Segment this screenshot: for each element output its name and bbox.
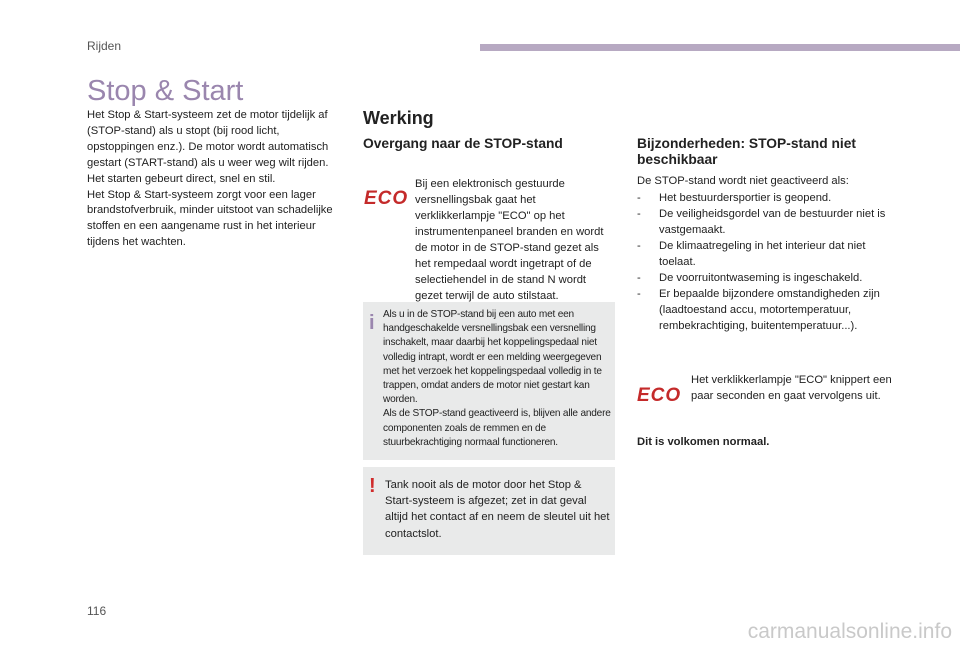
list-item: [637, 190, 899, 206]
conditions-intro: De STOP-stand wordt niet geactiveerd als:: [637, 175, 849, 187]
info-paragraph: Als u in de STOP-stand bij een auto met een handgeschakelde versnellingsbak een versnelling inschakelt, maar daarbij het koppelingspedaal niet volledig intrapt, wordt er een melding weergegeven met het verzoek het koppelingspedaal volledig in te trappen, omdat anders de motor niet gestart kan worden.: [383, 309, 602, 406]
header-rule: [480, 44, 960, 51]
dash-bullet: -: [637, 192, 641, 204]
list-item: [637, 206, 899, 238]
page-title: Stop & Start: [87, 75, 244, 107]
page-number: 116: [87, 604, 107, 618]
info-text: [383, 308, 613, 450]
warning-text: Tank nooit als de motor door het Stop & Start-systeem is afgezet; zet in dat geval altijd het contact af en neem de sleutel uit het contactslot.: [385, 479, 610, 540]
eco-icon: ECO: [637, 385, 682, 406]
warning-icon: !: [369, 475, 376, 497]
list-item-text: De veiligheidsgordel van de bestuurder niet is vastgemaakt.: [659, 208, 886, 236]
list-item-text: Er bepaalde bijzondere omstandigheden zijn (laadtoestand accu, motortemperatuur, rembekrachtiging, buitentemperatuur...).: [659, 288, 880, 332]
list-item: [637, 286, 899, 334]
intro-paragraph: Het Stop & Start-systeem zorgt voor een lager brandstofverbruik, minder uitstoot van schadelijke stoffen en een aangename rust in het interieur tijdens het wachten.: [87, 188, 333, 249]
conditions-list: [637, 190, 899, 334]
info-icon: i: [369, 312, 375, 334]
normal-note: Dit is volkomen normaal.: [637, 436, 770, 448]
intro-text: [87, 108, 345, 251]
list-item-text: De voorruitontwaseming is ingeschakeld.: [659, 272, 863, 284]
list-item: [637, 270, 899, 286]
werking-heading: Werking: [363, 108, 434, 128]
list-item-text: Het bestuurdersportier is geopend.: [659, 192, 832, 204]
info-paragraph: Als de STOP-stand geactiveerd is, blijven alle andere componenten zoals de remmen en de stuurbekrachtiging normaal functioneren.: [383, 408, 611, 448]
warning-box: [363, 467, 615, 555]
dash-bullet: -: [637, 272, 641, 284]
list-item: [637, 238, 899, 270]
info-box: [363, 302, 615, 460]
eco-paragraph: Bij een elektronisch gestuurde versnellingsbak gaat het verklikkerlampje "ECO" op het instrumentenpaneel branden en wordt de motor in de STOP-stand gezet als het rempedaal wordt ingetrapt of de selectiehendel in de stand N wordt gezet terwijl de auto stilstaat.: [415, 178, 604, 302]
eco-icon: ECO: [364, 188, 409, 209]
dash-bullet: -: [637, 288, 641, 300]
eco-blink-paragraph: Het verklikkerlampje "ECO" knippert een paar seconden en gaat vervolgens uit.: [691, 374, 892, 402]
watermark: carmanualsonline.info: [747, 620, 952, 643]
section-label: Rijden: [87, 39, 122, 53]
special-heading: Bijzonderheden: STOP-stand niet beschikbaar: [637, 136, 856, 167]
dash-bullet: -: [637, 208, 641, 220]
dash-bullet: -: [637, 240, 641, 252]
stop-heading: Overgang naar de STOP-stand: [363, 136, 563, 151]
list-item-text: De klimaatregeling in het interieur dat niet toelaat.: [659, 240, 866, 268]
intro-paragraph: Het Stop & Start-systeem zet de motor tijdelijk af (STOP-stand) als u stopt (bij rood licht, opstoppingen enz.). De motor wordt automatisch gestart (START-stand) als u weer weg wilt rijden. Het starten gebeurt direct, snel en stil.: [87, 109, 329, 185]
